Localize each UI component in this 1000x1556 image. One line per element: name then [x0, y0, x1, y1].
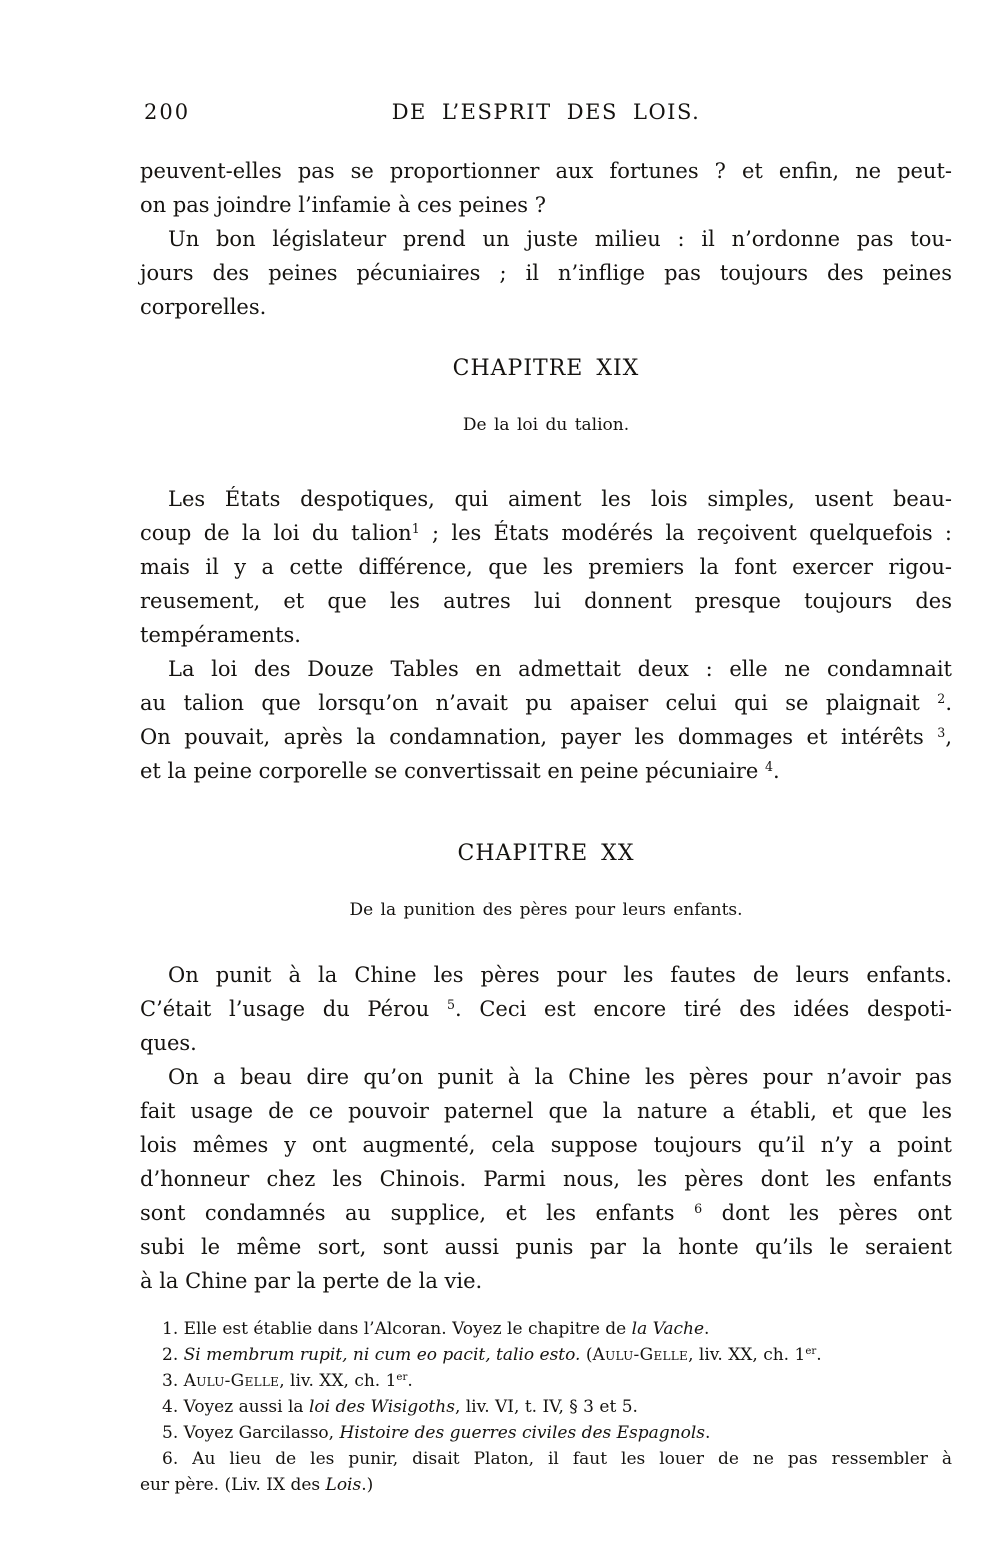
note-reference: 6 [694, 1201, 703, 1217]
footnote-3 [140, 1368, 952, 1394]
text-segment: . [704, 1319, 710, 1339]
text-segment: On punit à la Chine les pères pour les fautes de leurs enfants. [168, 963, 952, 987]
text-line [140, 754, 952, 788]
text-line [140, 188, 952, 222]
text-segment: tempéraments. [140, 623, 301, 647]
footnotes [140, 1316, 952, 1498]
paragraph-chine-peres [140, 958, 952, 1060]
text-line [140, 958, 952, 992]
note-reference: 3 [937, 725, 946, 741]
text-line [140, 1264, 952, 1298]
text-segment: dont les pères ont [702, 1201, 952, 1225]
page-number: 200 [144, 100, 191, 124]
text-line [140, 720, 952, 754]
chapter-heading-xix: CHAPITRE XIX [452, 356, 640, 381]
text-segment: d’honneur chez les Chinois. Parmi nous, les pères dont les enfants [140, 1167, 952, 1191]
text-line [140, 516, 952, 550]
text-segment: . [816, 1345, 822, 1365]
text-segment: eur père. (Liv. IX des [140, 1475, 326, 1495]
text-segment: on pas joindre l’infamie à ces peines ? [140, 193, 546, 217]
paragraph-etats-despotiques [140, 482, 952, 652]
text-line [140, 1128, 952, 1162]
text-segment: la Vache [631, 1319, 704, 1339]
text-line [140, 686, 952, 720]
text-segment: ; les États modérés la reçoivent quelquefois : [419, 521, 952, 545]
text-segment: La loi des Douze Tables en admettait deux : elle ne condamnait [168, 657, 952, 681]
text-segment: loi des Wisigoths [308, 1397, 455, 1417]
text-segment: C’était l’usage du Pérou [140, 997, 447, 1021]
text-segment: et la peine corporelle se convertissait en peine pécuniaire [140, 759, 766, 783]
text-segment: 5. Voyez Garcilasso, [162, 1423, 340, 1443]
text-line [140, 1162, 952, 1196]
text-segment: Lois [325, 1475, 362, 1495]
text-segment: au talion que lorsqu’on n’avait pu apaiser celui qui se plaignait [140, 691, 938, 715]
text-segment: . Ceci est encore tiré des idées despoti- [454, 997, 953, 1021]
paragraph-continuation [140, 154, 952, 222]
text-segment: , liv. VI, t. IV, § 3 et 5. [454, 1397, 638, 1417]
text-segment: coup de la loi du talion [140, 521, 412, 545]
paragraph-pouvoir-paternel [140, 1060, 952, 1298]
note-reference: 2 [937, 691, 946, 707]
text-line [140, 550, 952, 584]
text-segment: ques. [140, 1031, 197, 1055]
text-segment: 1. Elle est établie dans l’Alcoran. Voyez le chapitre de [162, 1319, 632, 1339]
text-line [140, 1026, 952, 1060]
text-segment: Aulu-Gelle [183, 1371, 280, 1391]
text-line [140, 1196, 952, 1230]
text-segment: corporelles. [140, 295, 267, 319]
text-segment: Si membrum rupit, ni cum eo pacit, talio esto. [183, 1345, 581, 1365]
text-segment: lois mêmes y ont augmenté, cela suppose toujours qu’il n’y a point [140, 1133, 952, 1157]
text-segment: sont condamnés au supplice, et les enfants [140, 1201, 695, 1225]
paragraph-legislateur [140, 222, 952, 324]
text-segment: 2. [162, 1345, 184, 1365]
footnote-2 [140, 1342, 952, 1368]
text-line [140, 652, 952, 686]
text-segment: mais il y a cette différence, que les premiers la font exercer rigou- [140, 555, 952, 579]
chapter-subtitle-xx: De la punition des pères pour leurs enfants. [349, 900, 743, 920]
text-line [140, 222, 952, 256]
text-segment: , liv. XX, ch. 1 [279, 1371, 397, 1391]
text-segment: Un bon législateur prend un juste milieu : il n’ordonne pas tou- [168, 227, 952, 251]
text-segment: , liv. XX, ch. 1 [688, 1345, 806, 1365]
text-segment: peuvent-elles pas se proportionner aux fortunes ? et enfin, ne peut- [140, 159, 952, 183]
text-line [140, 1060, 952, 1094]
text-segment: 4. Voyez aussi la [162, 1397, 309, 1417]
text-segment: Histoire des guerres civiles des Espagnols [339, 1423, 706, 1443]
chapter-subtitle-xix: De la loi du talion. [462, 415, 630, 435]
text-segment: .) [361, 1475, 374, 1495]
note-reference: 5 [446, 997, 455, 1013]
footnote-1 [140, 1316, 952, 1342]
text-segment: ( [580, 1345, 593, 1365]
text-line [140, 992, 952, 1026]
running-title: DE L’ESPRIT DES LOIS. [391, 100, 701, 124]
note-reference: er [805, 1346, 817, 1358]
text-segment: . [705, 1423, 711, 1443]
note-reference: 4 [765, 759, 774, 775]
text-segment: Les États despotiques, qui aiment les lois simples, usent beau- [168, 487, 952, 511]
text-block [140, 100, 952, 1498]
chapter-heading-xx: CHAPITRE XX [457, 841, 635, 866]
text-line [140, 482, 952, 516]
text-segment: 3. [162, 1371, 184, 1391]
page-header [140, 100, 952, 128]
text-line [140, 256, 952, 290]
text-segment: On a beau dire qu’on punit à la Chine les pères pour n’avoir pas [168, 1065, 952, 1089]
text-line [140, 154, 952, 188]
text-segment: à la Chine par la perte de la vie. [140, 1269, 483, 1293]
text-segment: reusement, et que les autres lui donnent presque toujours des [140, 589, 952, 613]
text-segment: . [407, 1371, 413, 1391]
note-reference: er [396, 1372, 408, 1384]
text-segment: , [945, 725, 952, 749]
text-line [140, 1230, 952, 1264]
paragraph-douze-tables [140, 652, 952, 788]
text-line [140, 290, 952, 324]
text-segment: 6. Au lieu de les punir, disait Platon, il faut les louer de ne pas ressembler à [162, 1449, 952, 1469]
text-segment: On pouvait, après la condamnation, payer les dommages et intérêts [140, 725, 938, 749]
text-segment: fait usage de ce pouvoir paternel que la nature a établi, et que les [140, 1099, 952, 1123]
text-line [140, 618, 952, 652]
text-line [140, 584, 952, 618]
footnote-5 [140, 1420, 952, 1446]
footnote-6 [140, 1446, 952, 1472]
text-segment: jours des peines pécuniaires ; il n’inflige pas toujours des peines [140, 261, 952, 285]
text-segment: . [773, 759, 780, 783]
note-reference: 1 [411, 521, 420, 537]
footnote-6-continuation [140, 1472, 952, 1498]
text-line [140, 1094, 952, 1128]
footnote-4 [140, 1394, 952, 1420]
text-segment: . [945, 691, 952, 715]
text-segment: subi le même sort, sont aussi punis par la honte qu’ils le seraient [140, 1235, 952, 1259]
text-segment: Aulu-Gelle [592, 1345, 689, 1365]
